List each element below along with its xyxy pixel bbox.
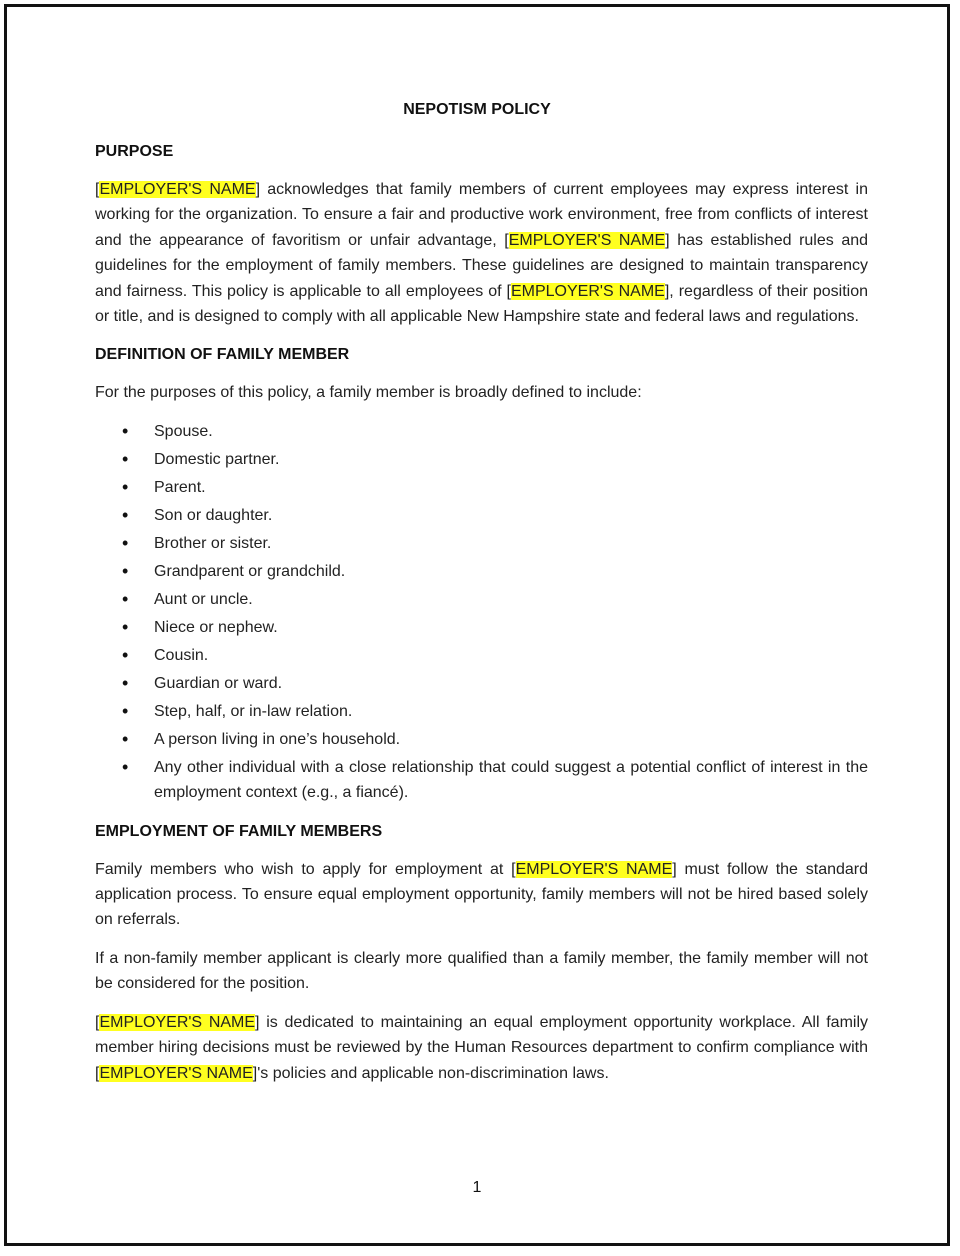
- section-heading-employment: EMPLOYMENT OF FAMILY MEMBERS: [95, 822, 383, 840]
- family-member-list: [95, 419, 868, 806]
- purpose-paragraph: [EMPLOYER'S NAME] acknowledges that family members of current employees may express interest in working for the organization. To ensure a fair and productive work environment, free from conflicts of interest and the appearance of favoritism or unfair advantage, [EMPLOYER'S NAME] has established rules and guidelines for the employment of family members. These guidelines are designed to maintain transparency and fairness. This policy is applicable to all employees of [EMPLOYER'S NAME], regardless of their position or title, and is designed to comply with all applicable New Hampshire state and federal laws and regulations.: [95, 181, 869, 326]
- list-item: • Brother or sister.: [154, 531, 868, 556]
- list-item: • Step, half, or in-law relation.: [154, 699, 868, 724]
- employer-name-placeholder: EMPLOYER'S NAME: [99, 181, 256, 198]
- list-item: • Cousin.: [154, 643, 868, 668]
- list-item: • Any other individual with a close relationship that could suggest a potential conflict of interest in the employment context (e.g., a fiancé).: [154, 755, 868, 806]
- employer-name-placeholder: EMPLOYER'S NAME: [510, 282, 665, 300]
- list-item: • Aunt or uncle.: [154, 587, 868, 612]
- list-item: • Domestic partner.: [154, 447, 868, 472]
- list-item: • Guardian or ward.: [154, 671, 868, 696]
- document-title: NEPOTISM POLICY: [403, 101, 551, 118]
- section-heading-definition: DEFINITION OF FAMILY MEMBER: [95, 346, 350, 364]
- document-body: [95, 139, 868, 1099]
- employer-name-placeholder: EMPLOYER'S NAME: [99, 1013, 256, 1031]
- employment-paragraph-3: [EMPLOYER'S NAME] is dedicated to maintaining an equal employment opportunity workplace. All family member hiring decisions must be reviewed by the Human Resources department to confirm compliance with [EMPLOYER'S NAME]'s policies and applicable non-discrimination laws.: [95, 1013, 869, 1082]
- definition-intro: For the purposes of this policy, a family member is broadly defined to include:: [95, 384, 642, 402]
- list-item: • Spouse.: [154, 419, 868, 444]
- list-item: • A person living in one’s household.: [154, 727, 868, 752]
- employer-name-placeholder: EMPLOYER'S NAME: [515, 860, 673, 878]
- list-item: • Parent.: [154, 475, 868, 500]
- document-page: [4, 4, 950, 1246]
- employment-paragraph-1: Family members who wish to apply for employment at [EMPLOYER'S NAME] must follow the standard application process. To ensure equal employment opportunity, family members will not be hired based solely on referrals.: [95, 860, 869, 929]
- page-number: 1: [472, 1179, 482, 1196]
- list-item: • Niece or nephew.: [154, 615, 868, 640]
- employer-name-placeholder: EMPLOYER'S NAME: [99, 1064, 253, 1082]
- list-item: • Grandparent or grandchild.: [154, 559, 868, 584]
- section-heading-purpose: PURPOSE: [95, 143, 174, 160]
- employment-paragraph-2: If a non-family member applicant is clearly more qualified than a family member, the family member will not be considered for the position.: [95, 949, 868, 993]
- employer-name-placeholder: EMPLOYER'S NAME: [508, 231, 666, 249]
- list-item: • Son or daughter.: [154, 503, 868, 528]
